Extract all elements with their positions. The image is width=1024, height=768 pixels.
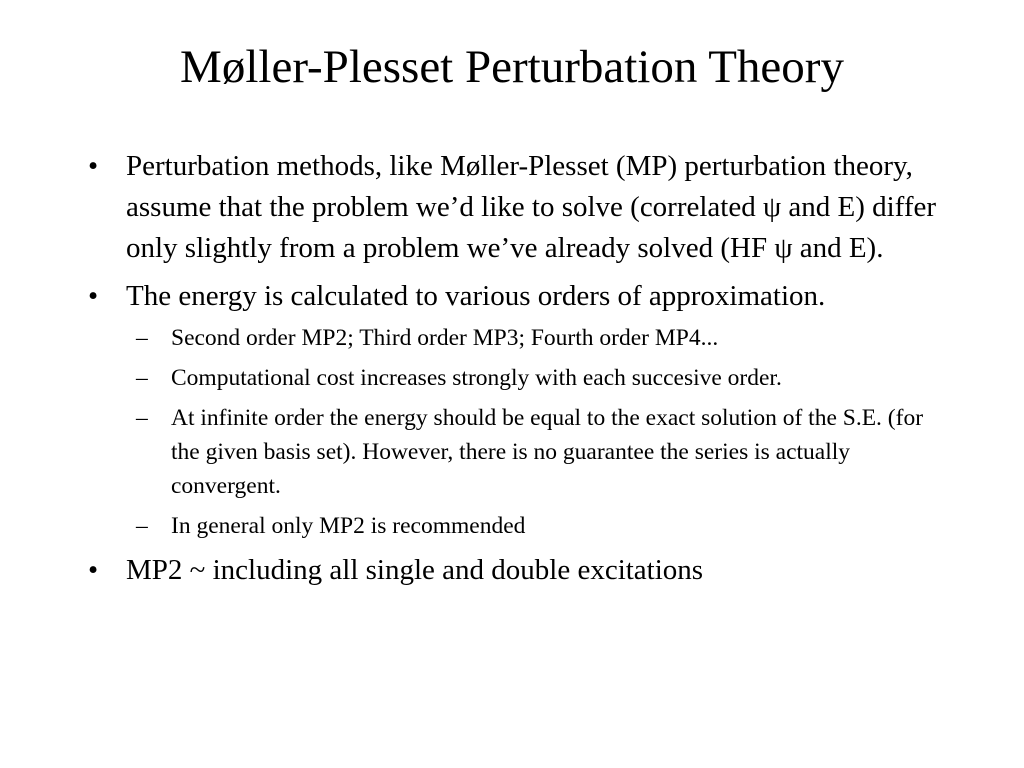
dash-marker: – <box>136 513 148 539</box>
sub-bullet-text: In general only MP2 is recommended <box>171 513 526 539</box>
bullet-item <box>88 276 948 543</box>
dash-marker: – <box>136 365 148 391</box>
slide-title: Møller-Plesset Perturbation Theory <box>180 41 844 93</box>
sub-bullet-item <box>126 361 948 395</box>
bullet-marker: • <box>88 554 99 586</box>
dash-marker: – <box>136 405 148 431</box>
bullet-item <box>88 550 948 591</box>
sub-bullet-list <box>126 321 948 543</box>
bullet-marker: • <box>88 150 99 182</box>
bullet-text: Perturbation methods, like Møller-Plesset (MP) perturbation theory, assume that the problem we’d like to solve (correlated ψ and E) differ only slightly from a problem we’ve already solved (HF ψ and E). <box>126 150 937 264</box>
dash-marker: – <box>136 325 148 351</box>
sub-bullet-item <box>126 509 948 543</box>
bullet-text: MP2 ~ including all single and double excitations <box>126 554 704 586</box>
sub-bullet-text: At infinite order the energy should be equal to the exact solution of the S.E. (for the given basis set). However, there is no guarantee the series is actually convergent. <box>171 405 924 499</box>
bullet-marker: • <box>88 280 99 312</box>
bullet-list <box>88 146 948 598</box>
sub-bullet-text: Second order MP2; Third order MP3; Fourth order MP4... <box>171 325 719 351</box>
sub-bullet-item <box>126 401 948 503</box>
sub-bullet-item <box>126 321 948 355</box>
bullet-item <box>88 146 948 269</box>
sub-bullet-text: Computational cost increases strongly with each succesive order. <box>171 365 782 391</box>
bullet-text: The energy is calculated to various orders of approximation. <box>126 280 826 312</box>
